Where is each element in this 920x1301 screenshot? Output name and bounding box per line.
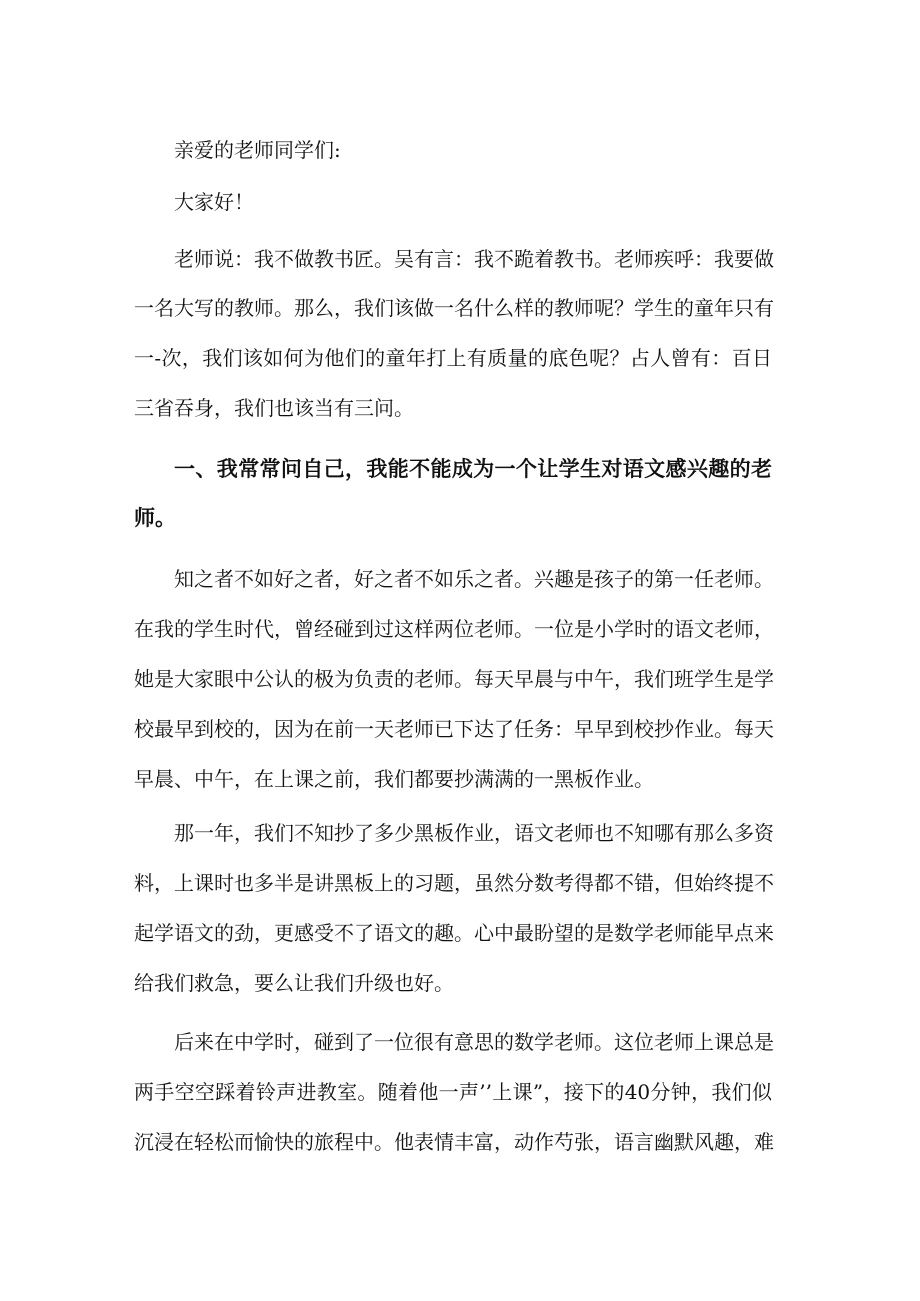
paragraph-line: 三省吞身，我们也该当有三问。	[134, 396, 414, 420]
greeting: 大家好！	[174, 190, 254, 214]
paragraph-line: 那一年，我们不知抄了多少黑板作业，语文老师也不知哪有那么多资	[174, 821, 774, 845]
paragraph-line: 料，上课时也多半是讲黑板上的习题，虽然分数考得都不错，但始终提不	[134, 871, 774, 895]
paragraph-line: 一名大写的教师。那么，我们该做一名什么样的教师呢？学生的童年只有	[134, 296, 774, 320]
paragraph-line: 两手空空踩着铃声进教室。随着他一声’’上课”，接下的40分钟，我们似	[134, 1080, 772, 1104]
paragraph-line: 早晨、中午，在上课之前，我们都要抄满满的一黑板作业。	[134, 767, 654, 791]
salutation: 亲爱的老师同学们:	[174, 138, 341, 162]
paragraph-line: 知之者不如好之者，好之者不如乐之者。兴趣是孩子的第一任老师。	[174, 567, 774, 591]
paragraph-line: 起学语文的劲，更感受不了语文的趣。心中最盼望的是数学老师能早点来	[134, 921, 774, 945]
heading-line: 一、我常常问自己，我能不能成为一个让学生对语文感兴趣的老	[174, 457, 772, 481]
paragraph-line: 沉浸在轻松而愉快的旅程中。他表情丰富，动作芍张，语言幽默风趣，难	[134, 1130, 774, 1154]
paragraph-line: 一-次，我们该如何为他们的童年打上有质量的底色呢？占人曾有：百日	[134, 346, 772, 370]
paragraph-line: 她是大家眼中公认的极为负责的老师。每天早晨与中午，我们班学生是学	[134, 667, 774, 691]
paragraph-line: 在我的学生时代，曾经碰到过这样两位老师。一位是小学时的语文老师，	[134, 617, 774, 641]
paragraph-line: 校最早到校的，因为在前一天老师已下达了任务：早早到校抄作业。每天	[134, 717, 774, 741]
paragraph-line: 老师说：我不做教书匠。吴有言：我不跪着教书。老师疾呼：我要做	[174, 247, 774, 271]
paragraph-line: 给我们救急，要么让我们升级也好。	[134, 971, 454, 995]
paragraph-line: 后来在中学时，碰到了一位很有意思的数学老师。这位老师上课总是	[174, 1030, 774, 1054]
heading-line: 师。	[134, 506, 176, 530]
